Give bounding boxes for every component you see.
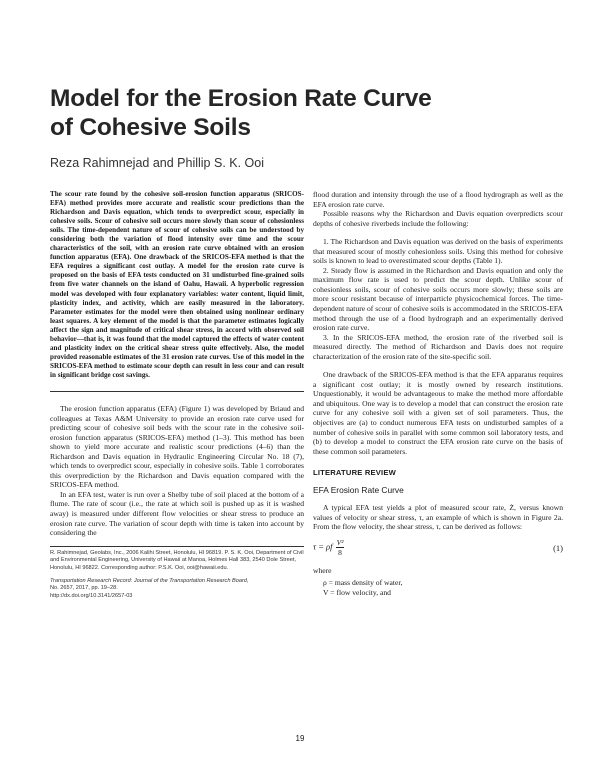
journal-details: No. 2657, 2017, pp. 19–28.	[50, 585, 118, 592]
reason-item: 3. In the SRICOS-EFA method, the erosion rate of the riverbed soil is measured directly. The method of Richardson and Davis does not require characterization of the erosion rate of the site-specific soil.	[313, 332, 563, 361]
section-heading: LITERATURE REVIEW	[313, 468, 396, 478]
efa-test-paragraph: In an EFA test, water is run over a Shelby tube of soil placed at the bottom of a flume. The rate of scour (i.e., the rate at which soil is pushed up as it is washed away) is measured under different flow velocities or shear stress to produce an erosion rate curve. The variation of scour depth with time is taken into account by considering the	[50, 489, 304, 538]
title-line: of Cohesive Soils	[50, 114, 251, 141]
equation-fraction	[336, 538, 345, 557]
possible-reasons-paragraph: Possible reasons why the Richardson and Davis equation overpredicts scour depths of cohesive riverbeds include the following:	[313, 209, 563, 228]
paper-title	[50, 84, 550, 142]
subsection-heading: EFA Erosion Rate Curve	[313, 485, 404, 496]
abstract: The scour rate found by the cohesive soil-erosion function apparatus (SRICOS-EFA) method provides more accurate and realistic scour predictions than the Richardson and Davis equation, which tends to overpredict scour, especially in cohesive soils. Scour of cohesive soil occurs more slowly than scour of cohesionless soils. The time-dependent nature of scour of cohesive soils can be understood by considering both the variation of flood intensity over time and the scour characteristics of the soil, with an erosion rate curve obtained with an erosion function apparatus (EFA). One drawback of the SRICOS-EFA method is that the EFA requires a significant cost outlay. A model for the erosion rate curve is proposed on the basis of EFA tests conducted on 31 undisturbed fine-grained soils from five water channels on the island of Oahu, Hawaii. A hyperbolic regression model was developed with four explanatory variables: water content, liquid limit, plasticity index, and activity, which are easily measured in the laboratory. Parameter estimates for the model were then obtained using nonlinear ordinary least squares. A key element of the model is that the parameter estimates logically affect the sign and magnitude of critical shear stress, in accord with observed soil behavior—that is, it was found that the model captured the effects of water content and plasticity index on the critical shear stress quite effectively. Also, the model provided reasonable estimates of the 31 erosion rate curves. Use of this model in the SRICOS-EFA method to estimate scour depth can result in less cour and can result in significant bridge cost savings.	[50, 190, 304, 379]
efa-curve-paragraph: A typical EFA test yields a plot of measured scour rate, Ż, versus known values of velocity or shear stress, τ, an example of which is shown in Figure 2a. From the flow velocity, the shear stress, τ, can be derived as follows:	[313, 503, 563, 532]
equation-denominator: 8	[338, 547, 342, 557]
right-intro-paragraph: flood duration and intensity through the use of a flood hydrograph as well as the EFA erosion rate curve.	[313, 190, 563, 209]
right-column	[313, 190, 563, 598]
reason-item: 2. Steady flow is assumed in the Richardson and Davis equation and only the maximum flow rate is used to predict the scour depth. Unlike scour of cohesionless soils, scour of cohesive soils occurs more slowly; these soils are more scour resistant because of interparticle physicochemical forces. The time-dependent nature of scour of cohesive soils is accommodated in the SRICOS-EFA method through the use of a flood hydrograph and an experimentally derived erosion rate curve.	[313, 265, 563, 333]
journal-doi[interactable]: http://dx.doi.org/10.3141/2657-03	[50, 593, 133, 600]
title-line: Model for the Erosion Rate Curve	[50, 85, 432, 112]
equation-lhs: τ = ρf	[313, 541, 333, 552]
journal-title	[50, 578, 304, 586]
reason-item: 1. The Richardson and Davis equation was derived on the basis of experiments that measured scour of mostly cohesionless soils. Using this method for cohesive soils is known to lead to overestimated scour depths (Table 1).	[313, 237, 563, 266]
where-item: V = flow velocity, and	[323, 587, 391, 597]
drawback-paragraph: One drawback of the SRICOS-EFA method is that the EFA apparatus requires a significant cost outlay; it is mostly owned by research institutions. Unquestionably, it would be advantageous to make the method more affordable and ubiquitous. One way is to develop a model that can construct the erosion rate curve for any cohesive soil with a given set of soil parameters. Thus, the objectives are (a) to conduct numerous EFA tests on undisturbed samples of a number of cohesive soils in parallel with some common soil laboratory tests, and (b) to develop a model to construct the EFA erosion rate curve on the basis of these common soil parameters.	[313, 370, 563, 456]
equation-1	[313, 532, 563, 560]
equation-numerator: V²	[336, 537, 344, 547]
journal-name: Transportation Research Record: Journal of the Transportation Research Board,	[50, 577, 249, 584]
intro-paragraph: The erosion function apparatus (EFA) (Figure 1) was developed by Briaud and colleagues at Texas A&M University to provide an erosion rate curve used for predicting scour of cohesive soil beds with the scour rate in the cohesive soil-erosion function apparatus (SRICOS-EFA) method (1–3). This method has been shown to yield more accurate and realistic scour predictions (4–6) than the Richardson and Davis equation in Hydraulic Engineering Circular No. 18 (7), which tends to overpredict scour, especially in cohesive soils. Table 1 corroborates this overprediction by the Richardson and Davis equation compared with the SRICOS-EFA method.	[50, 403, 304, 490]
left-column	[50, 190, 304, 601]
where-item: ρ = mass density of water,	[323, 578, 403, 588]
where-label: where	[313, 565, 332, 575]
equation-expression	[313, 538, 344, 557]
page-number: 19	[295, 734, 305, 743]
author-affiliations: R. Rahimnejad, Geolabs, Inc., 2006 Kalihi Street, Honolulu, HI 96819. P. S. K. Ooi, Department of Civil and Environmental Engineering, University of Hawaii at Manoa, Holmes Hall 383, 2540 Dole Street, Honolulu, HI 96822. Corresponding author: P.S.K. Ooi, ooi@hawaii.edu.	[50, 549, 304, 572]
equation-number: (1)	[553, 542, 563, 553]
authors: Reza Rahimnejad and Phillip S. K. Ooi	[50, 156, 265, 170]
